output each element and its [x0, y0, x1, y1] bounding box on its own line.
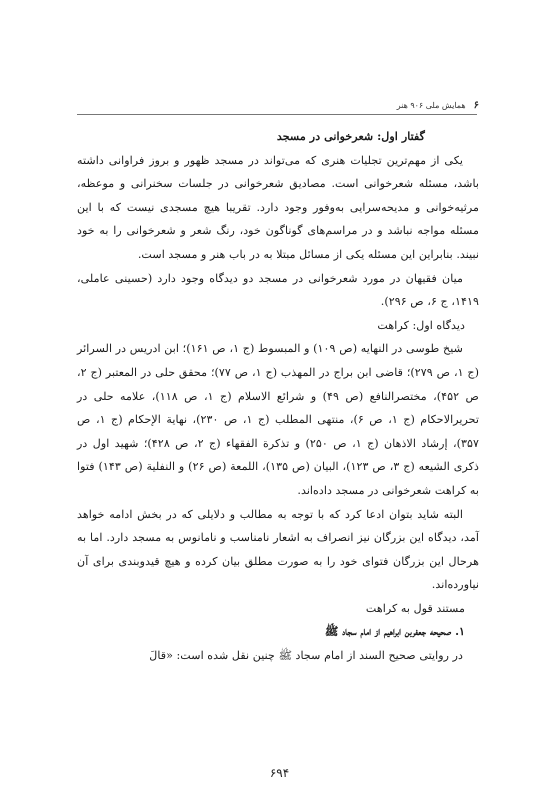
paragraph-hadith-text: در روایتی صحیح السند از امام سجاد ﷺ چنین نقل شده است: «قالَ: [149, 649, 463, 663]
paragraph-references: شیخ طوسی در النهایه (ص ۱۰۹) و المبسوط (ج ۱، ص ۱۶۱)؛ ابن ادریس در السرائر (ج ۱، ص ۲۷۹)؛ قاضی ابن براج در المهذب (ج ۱، ص ۷۷)؛ محقق حلی در المعتبر (ج ۲، ص ۴۵۲)، مختصرالنافع (ص ۴۹) و شرائع الاسلام (ج ۱، ص ۱۱۸)، علامه حلی در تحریرالاحکام (ج ۱، ص ۶)، منتهی المطلب (ج ۱، ص ۲۳۰)، نهایة الإحکام (ج ۱، ص ۳۵۷)، إرشاد الاذهان (ج ۱، ص ۲۵۰) و تذکرة الفقهاء (ج ۲، ص ۴۲۸)؛ شهید اول در ذکری الشیعه (ج ۳، ص ۱۲۳)، البیان (ص ۱۳۵)، اللمعة (ص ۲۶) و النفلیة (ص ۱۴۳) فتوا به کراهت شعرخوانی در مسجد داده‌اند.: [77, 342, 480, 497]
header-divider: [77, 114, 477, 115]
paragraph-intro: یکی از مهم‌ترین تجلیات هنری که می‌تواند در مسجد ظهور و بروز فراوانی داشته باشد، مسئله شعرخوانی است. مصادیق شعرخوانی در جلسات سخنرانی و موعظه، مرثیه‌خوانی و مدیحه‌سرایی به‌وفور وجود دارد. تقریبا هیچ مسجدی نیست که با این مسئله مواجه نباشد و در مراسم‌های گوناگون خود، رنگ شعر و شعرخوانی را به خود نبیند. بنابراین این مسئله یکی از مسائل مبتلا به در باب هنر و مسجد است.: [77, 153, 479, 261]
running-head-page-number: ۶: [473, 99, 479, 111]
heading-hadith-1: ۱. صحیحه جعفربن ابراهیم از امام سجاد ﷺ: [324, 624, 465, 639]
subheading-evidence: مستند قول به کراهت: [365, 601, 465, 615]
section-title: گفتار اول: شعرخوانی در مسجد: [276, 129, 425, 143]
page-number: ۶۹۴: [269, 766, 290, 780]
paragraph-two-views: میان فقیهان در مورد شعرخوانی در مسجد دو دیدگاه وجود دارد (حسینی عاملی، ۱۴۱۹، ج ۶، ص ۲۹۶).: [77, 271, 479, 309]
running-head-title: همایش ملی ۹۰۶ هنر: [396, 100, 466, 110]
page-body: [77, 125, 479, 668]
subheading-first-view: دیدگاه اول: کراهت: [377, 318, 465, 332]
running-head: [0, 98, 479, 112]
paragraph-note: البته شاید بتوان ادعا کرد که با توجه به مطالب و دلایلی که در بخش ادامه خواهد آمد، دیدگاه این بزرگان نیز انصراف به اشعار نامناسب و نامانوس به مسجد دارد. اما به هرحال این بزرگان فتوای خود را به صورت مطلق بیان کرده و هیچ قیدوبندی برای آن نیاورده‌اند.: [77, 507, 479, 592]
